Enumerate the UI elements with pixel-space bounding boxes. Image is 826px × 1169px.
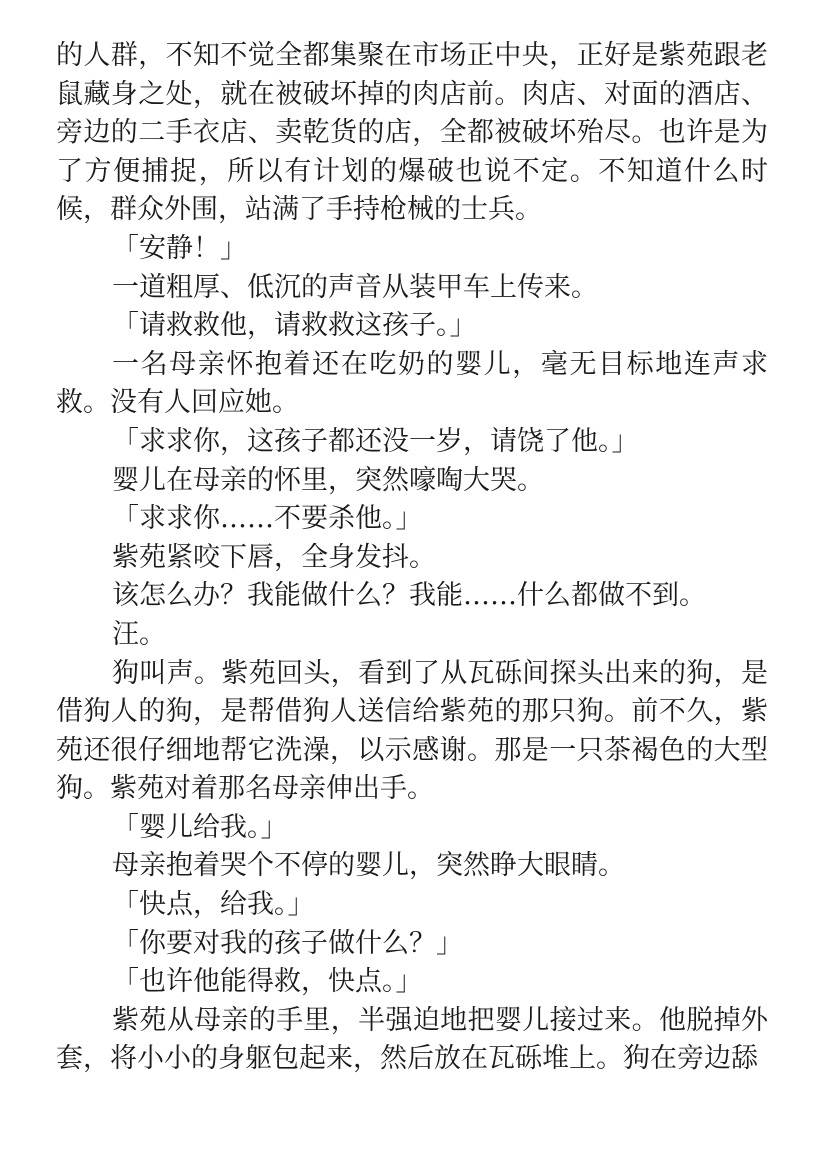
paragraph-9: 紫苑紧咬下唇，全身发抖。 [112,541,436,573]
paragraph-11: 汪。 [112,618,166,650]
paragraph-16: 「你要对我的孩子做什么？」 [112,927,463,959]
paragraph-3: 一道粗厚、低沉的声音从装甲车上传来。 [112,271,598,303]
paragraph-6: 「求求你，这孩子都还没一岁，请饶了他。」 [112,425,639,457]
paragraph-5: 一名母亲怀抱着还在吃奶的婴儿，毫无目标地连声求救。没有人回应她。 [56,348,768,419]
paragraph-4: 「请救救他，请救救这孩子。」 [112,310,477,342]
paragraph-18: 紫苑从母亲的手里，半强迫地把婴儿接过来。他脱掉外套，将小小的身躯包起来，然后放在瓦砾堆上。狗在旁边舔 [56,1004,768,1075]
paragraph-12: 狗叫声。紫苑回头，看到了从瓦砾间探头出来的狗，是借狗人的狗，是帮借狗人送信给紫苑的那只狗。前不久，紫苑还很仔细地帮它洗澡，以示感谢。那是一只茶褐色的大型狗。紫苑对着那名母亲伸出手。 [56,657,768,805]
paragraph-15: 「快点，给我。」 [112,889,315,921]
paragraph-13: 「婴儿给我。」 [112,811,288,843]
paragraph-8: 「求求你……不要杀他。」 [112,503,423,535]
paragraph-17: 「也许他能得救，快点。」 [112,966,423,998]
page-body [56,37,768,1079]
paragraph-1: 的人群，不知不觉全都集聚在市场正中央，正好是紫苑跟老鼠藏身之处，就在被破坏掉的肉店前。肉店、对面的酒店、旁边的二手衣店、卖乾货的店，全都被破坏殆尽。也许是为了方便捕捉，所以有计划的爆破也说不定。不知道什么时候，群众外围，站满了手持枪械的士兵。 [56,40,768,226]
paragraph-2: 「安静！」 [112,232,247,264]
paragraph-10: 该怎么办？我能做什么？我能……什么都做不到。 [112,580,706,612]
paragraph-14: 母亲抱着哭个不停的婴儿，突然睁大眼睛。 [112,850,625,882]
paragraph-7: 婴儿在母亲的怀里，突然嚎啕大哭。 [112,464,544,496]
